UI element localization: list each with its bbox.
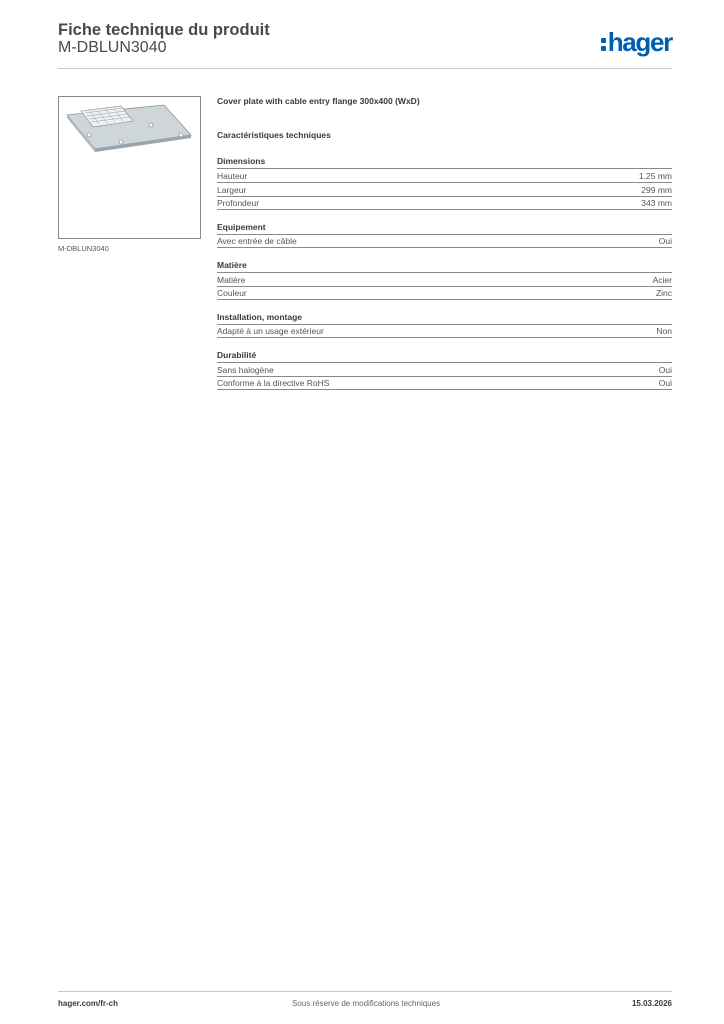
technical-specs-heading: Caractéristiques techniques [217,130,331,140]
spec-group-heading: Installation, montage [217,312,303,322]
header-divider [58,68,672,69]
spec-value: Acier [652,274,672,285]
spec-row [217,272,672,286]
hager-logo [601,28,672,56]
spec-label: Matière [217,274,246,285]
spec-label: Profondeur [217,198,260,208]
spec-value: 343 mm [641,198,672,208]
spec-value: 1.25 mm [638,170,672,181]
spec-group-dimensions [217,155,672,210]
spec-label: Avec entrée de câble [217,236,297,246]
logo-dots-icon [601,38,606,51]
spec-row [217,182,672,196]
spec-group-heading: Matière [217,260,247,270]
footer-divider [58,991,672,992]
product-details [217,96,672,390]
footer-website-link[interactable]: hager.com/fr-ch [58,999,119,1008]
spec-label: Hauteur [217,170,248,181]
spec-value: Zinc [655,288,672,298]
spec-label: Conforme à la directive RoHS [217,378,330,388]
product-reference: M-DBLUN3040 [58,39,167,56]
spec-label: Sans halogène [217,364,274,375]
spec-group-material [217,259,672,300]
footer-date: 15.03.2026 [631,999,672,1008]
spec-row [217,196,672,210]
spec-label: Adapté à un usage extérieur [217,326,324,336]
spec-row [217,168,672,182]
image-caption: M-DBLUN3040 [58,244,109,253]
page-title: Fiche technique du produit [58,21,270,39]
spec-row [217,362,672,376]
spec-value: Oui [658,236,672,246]
spec-value: 299 mm [641,184,672,195]
spec-group-equipment [217,221,672,248]
spec-group-heading: Equipement [217,222,266,232]
spec-row [217,324,672,338]
spec-value: Oui [658,364,672,375]
spec-label: Couleur [217,288,247,298]
cover-plate-illustration [59,97,200,238]
product-name: Cover plate with cable entry flange 300x400 (WxD) [217,96,420,106]
spec-row [217,286,672,300]
spec-group-heading: Durabilité [217,350,257,360]
spec-row [217,234,672,248]
logo-text: hager [607,27,672,57]
spec-row [217,376,672,390]
spec-label: Largeur [217,184,247,195]
spec-group-sustainability [217,349,672,390]
footer-disclaimer: Sous réserve de modifications techniques [292,999,441,1008]
spec-value: Non [656,326,672,336]
spec-group-installation [217,311,672,338]
spec-group-heading: Dimensions [217,156,266,166]
spec-value: Oui [658,378,672,388]
product-image [58,96,201,239]
